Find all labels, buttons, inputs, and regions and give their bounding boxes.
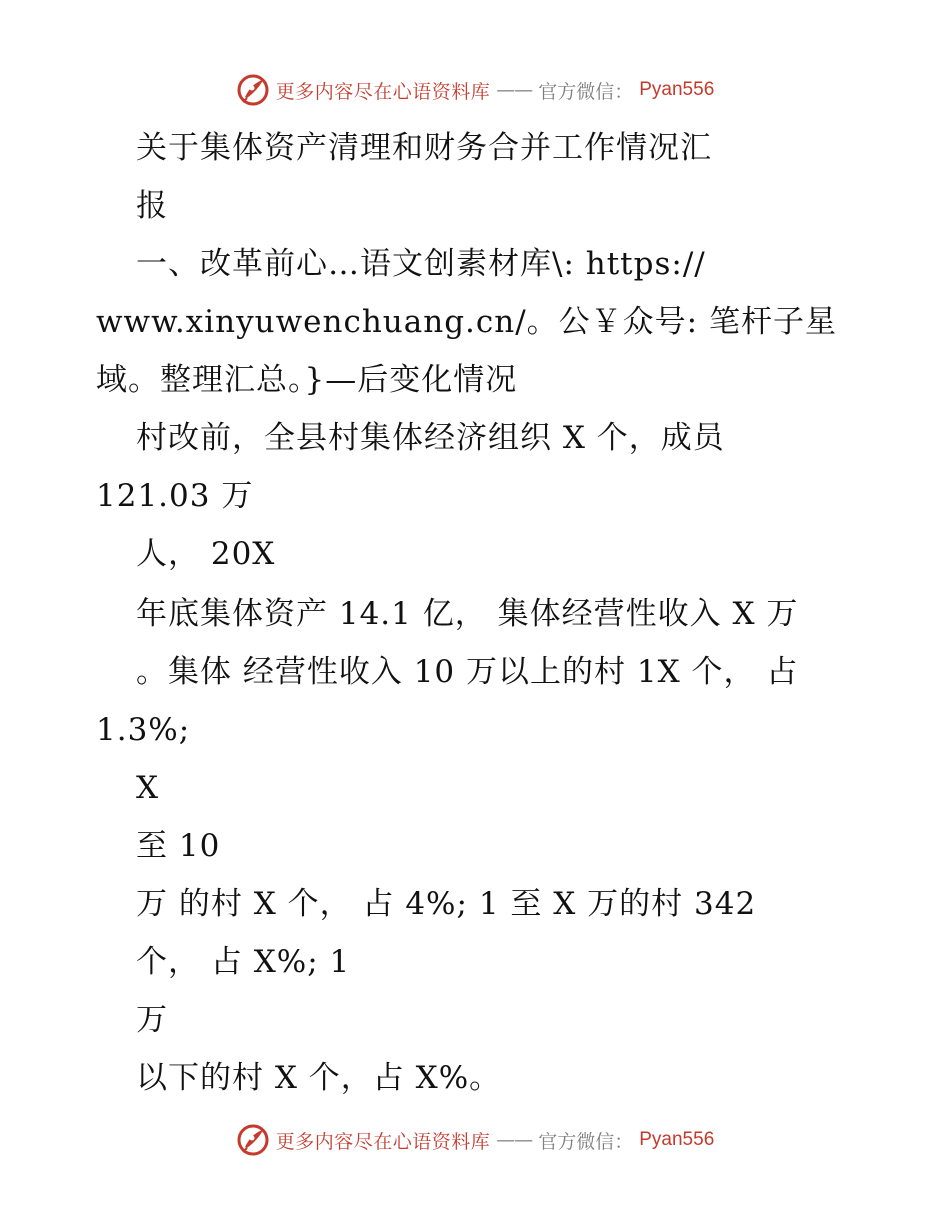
section-heading-line-1: 一、改革前心…语文创素材库\: https:// bbox=[136, 246, 706, 282]
watermark-label: 官方微信： bbox=[538, 1130, 634, 1153]
watermark-wechat-id: Pyan556 bbox=[639, 1129, 715, 1150]
watermark-text: 更多内容尽在心语资料库 bbox=[275, 80, 491, 103]
watermark-wechat-id: Pyan556 bbox=[639, 79, 715, 100]
feather-quill-logo-icon bbox=[236, 1123, 270, 1157]
watermark-label: 官方微信： bbox=[538, 80, 634, 103]
watermark-separator: —— bbox=[496, 1129, 533, 1151]
document-title-line-1: 关于集体资产清理和财务合并工作情况汇 bbox=[136, 130, 712, 166]
paragraph-line-7: X bbox=[136, 770, 160, 806]
section-heading-line-2: www.xinyuwenchuang.cn/。公￥众号: 笔杆子星 bbox=[96, 304, 837, 340]
paragraph-line-1: 村改前，全县村集体经济组织 X 个，成员 bbox=[136, 420, 725, 456]
paragraph-line-6: 1.3%; bbox=[96, 712, 191, 748]
paragraph-line-12: 以下的村 X 个，占 X%。 bbox=[136, 1060, 502, 1096]
paragraph-line-4: 年底集体资产 14.1 亿， 集体经营性收入 X 万 bbox=[136, 596, 799, 632]
section-heading-line-3: 域。整理汇总。}—后变化情况 bbox=[96, 362, 518, 398]
paragraph-line-11: 万 bbox=[136, 1002, 168, 1038]
header-watermark bbox=[0, 70, 950, 110]
paragraph-line-9: 万 的村 X 个， 占 4%; 1 至 X 万的村 342 bbox=[136, 886, 757, 922]
paragraph-line-8: 至 10 bbox=[136, 828, 221, 864]
paragraph-line-10: 个， 占 X%; 1 bbox=[136, 944, 351, 980]
feather-quill-logo-icon bbox=[236, 73, 270, 107]
document-title-line-2: 报 bbox=[136, 188, 168, 224]
paragraph-line-2: 121.03 万 bbox=[96, 478, 254, 514]
paragraph-line-5: 。集体 经营性收入 10 万以上的村 1X 个， 占 bbox=[136, 654, 799, 690]
paragraph-line-3: 人， 20X bbox=[136, 536, 276, 572]
watermark-text: 更多内容尽在心语资料库 bbox=[275, 1130, 491, 1153]
footer-watermark bbox=[0, 1120, 950, 1160]
watermark-separator: —— bbox=[496, 79, 533, 101]
